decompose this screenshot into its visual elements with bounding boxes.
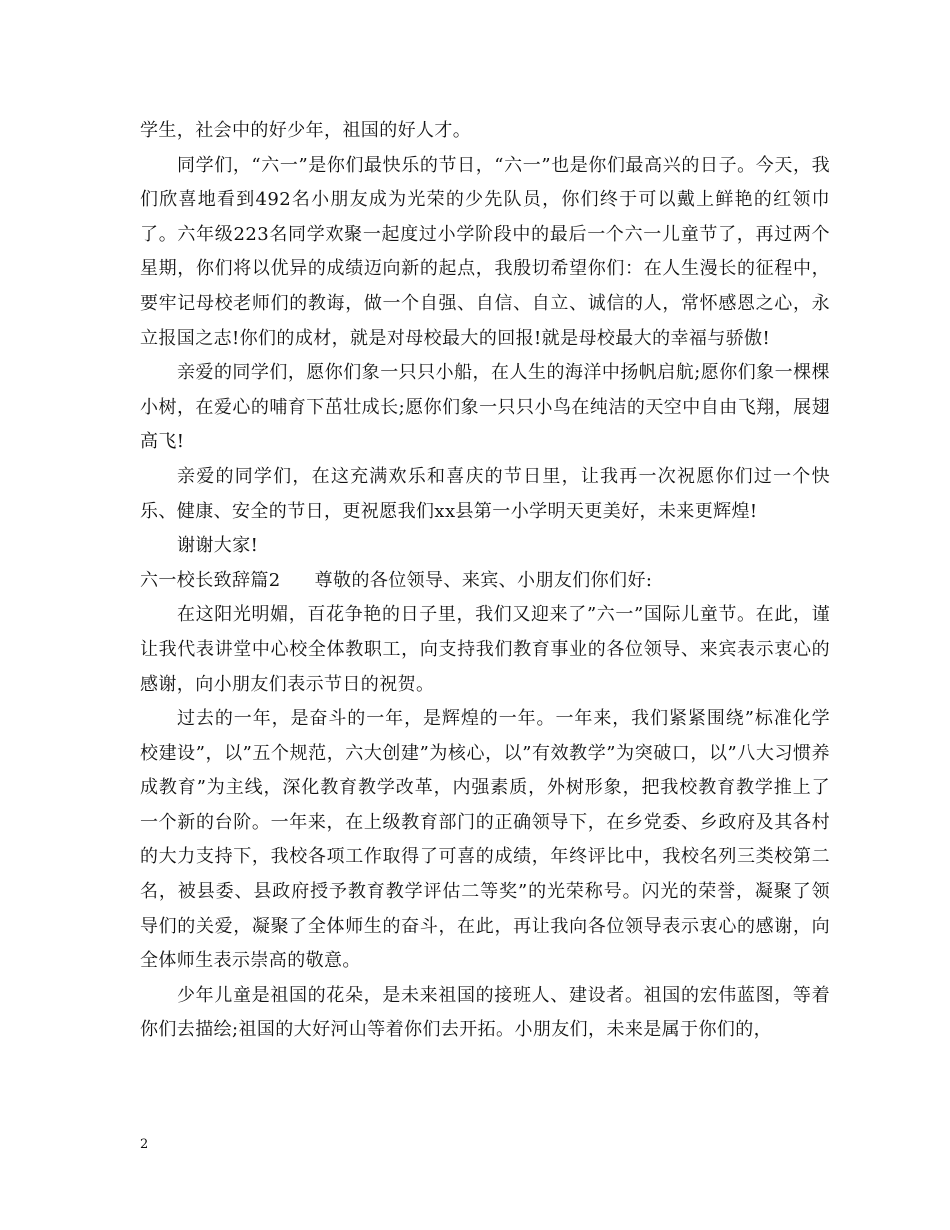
- paragraph-1: 学生，社会中的好少年，祖国的好人才。: [140, 120, 472, 141]
- section-heading: [140, 564, 830, 599]
- paragraph-2: 同学们，“六一”是你们最快乐的节日，“六一”也是你们最高兴的日子。今天，我们欣喜地看到492名小朋友成为光荣的少先队员，你们终于可以戴上鲜艳的红领巾了。六年级223名同学欢聚一起度过小学阶段中的最后一个六一儿童节了，再过两个星期，你们将以优异的成绩迈向新的起点，我殷切希望你们：在人生漫长的征程中，要牢记母校老师们的教诲，做一个自强、自信、自立、诚信的人，常怀感恩之心，永立报国之志!你们的成材，就是对母校最大的回报!就是母校最大的幸福与骄傲!: [140, 154, 830, 349]
- section-title: 六一校长致辞篇2: [140, 569, 281, 591]
- paragraph-6: 在这阳光明媚，百花争艳的日子里，我们又迎来了”六一”国际儿童节。在此，谨让我代表讲堂中心校全体教职工，向支持我们教育事业的各位领导、来宾表示衷心的感谢，向小朋友们表示节日的祝贺。: [140, 604, 830, 695]
- paragraph-8: 少年儿童是祖国的花朵，是未来祖国的接班人、建设者。祖国的宏伟蓝图，等着你们去描绘;祖国的大好河山等着你们去开拓。小朋友们，未来是属于你们的，: [140, 984, 830, 1041]
- page-number: 2: [140, 1137, 149, 1152]
- paragraph-7: 过去的一年，是奋斗的一年，是辉煌的一年。一年来，我们紧紧围绕”标准化学校建设”，以”五个规范，六大创建”为核心，以”有效教学”为突破口，以”八大习惯养成教育”为主线，深化教育教学改革，内强素质，外树形象，把我校教育教学推上了一个新的台阶。一年来，在上级教育部门的正确领导下，在乡党委、乡政府及其各村的大力支持下，我校各项工作取得了可喜的成绩，年终评比中，我校名列三类校第二名，被县委、县政府授予教育教学评估二等奖”的光荣称号。闪光的荣誉，凝聚了领导们的关爱，凝聚了全体师生的奋斗，在此，再让我向各位领导表示衷心的感谢，向全体师生表示崇高的敬意。: [140, 708, 830, 972]
- section-greeting: 尊敬的各位领导、来宾、小朋友们你们好:: [314, 569, 653, 591]
- document-body: [140, 114, 830, 1048]
- paragraph-3: 亲爱的同学们，愿你们象一只只小船，在人生的海洋中扬帆启航;愿你们象一棵棵小树，在爱心的哺育下茁壮成长;愿你们象一只只小鸟在纯洁的天空中自由飞翔，展翅高飞!: [140, 362, 830, 453]
- paragraph-5: 谢谢大家!: [177, 535, 259, 557]
- paragraph-4: 亲爱的同学们，在这充满欢乐和喜庆的节日里，让我再一次祝愿你们过一个快乐、健康、安全的节日，更祝愿我们xx县第一小学明天更美好，未来更辉煌!: [140, 465, 830, 522]
